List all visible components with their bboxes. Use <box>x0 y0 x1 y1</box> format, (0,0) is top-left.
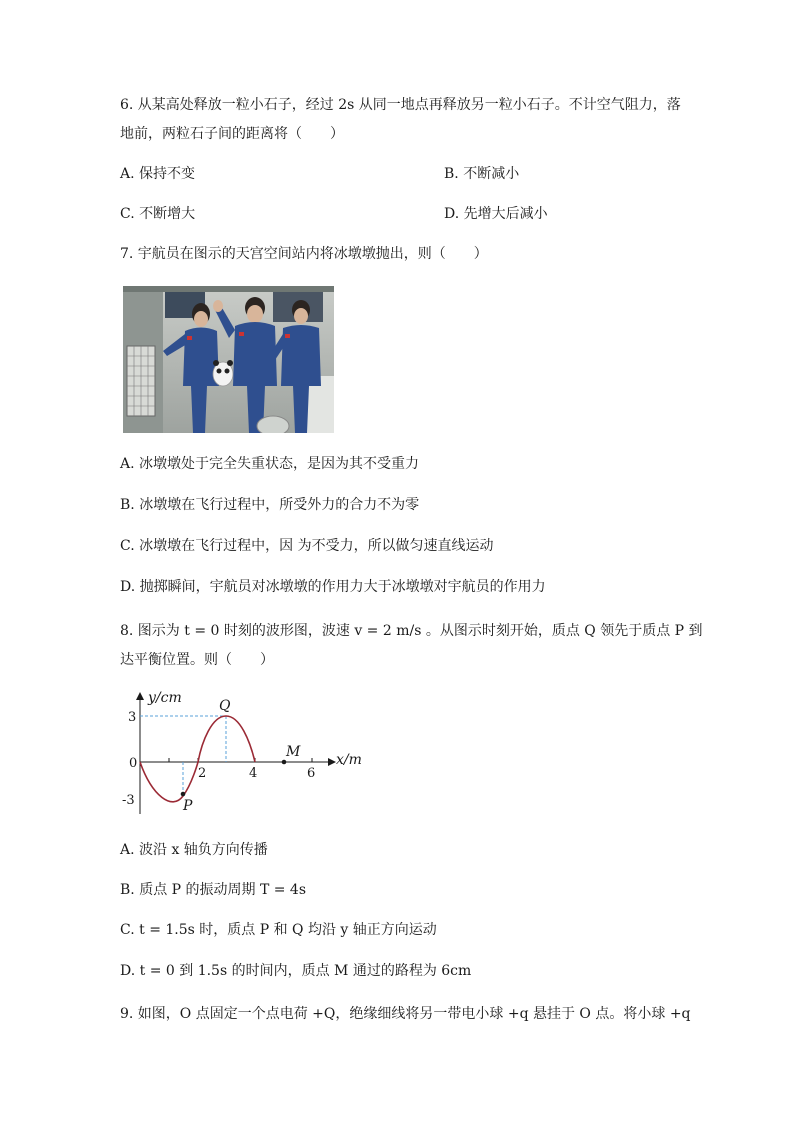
astronauts-image <box>123 286 334 433</box>
q9-stem-line1: 9. 如图，O 点固定一个点电荷 +Q，绝缘细线将另一带电小球 +q 悬挂于 O 点。将小球 +q <box>120 1006 691 1022</box>
y-tick-0: 0 <box>129 756 138 771</box>
q7-option-c: C. 冰墩墩在飞行过程中，因 为不受力，所以做匀速直线运动 <box>120 538 494 554</box>
space-station-photo <box>123 286 334 433</box>
point-p-dot <box>181 792 186 797</box>
x-axis-label: x/m <box>336 752 362 768</box>
y-tick-minus3: -3 <box>122 793 135 808</box>
q6-option-a: A. 保持不变 <box>120 166 196 182</box>
q6-stem-line1: 6. 从某高处释放一粒小石子，经过 2s 从同一地点再释放另一粒小石子。不计空气阻力，落 <box>120 97 681 113</box>
x-tick-6: 6 <box>307 766 316 781</box>
q7-option-d: D. 抛掷瞬间，宇航员对冰墩墩的作用力大于冰墩墩对宇航员的作用力 <box>120 579 546 595</box>
q6-option-b: B. 不断减小 <box>444 166 520 182</box>
wave-graph <box>112 686 372 814</box>
x-tick-2: 2 <box>198 766 207 781</box>
point-m-dot <box>282 760 287 765</box>
q6-stem-line2: 地前，两粒石子间的距离将（ ） <box>120 126 344 142</box>
q8-option-b: B. 质点 P 的振动周期 T = 4s <box>120 882 307 898</box>
q7-option-b: B. 冰墩墩在飞行过程中，所受外力的合力不为零 <box>120 497 420 513</box>
q8-option-c: C. t = 1.5s 时，质点 P 和 Q 均沿 y 轴正方向运动 <box>120 922 437 938</box>
q8-stem-line1: 8. 图示为 t = 0 时刻的波形图，波速 v = 2 m/s 。从图示时刻开始，质点 Q 领先于质点 P 到 <box>120 623 703 639</box>
q7-stem: 7. 宇航员在图示的天宫空间站内将冰墩墩抛出，则（ ） <box>120 246 488 262</box>
q6-option-c: C. 不断增大 <box>120 206 196 222</box>
y-tick-3: 3 <box>128 710 137 725</box>
y-axis-label: y/cm <box>148 690 182 706</box>
point-p-label: P <box>183 798 193 814</box>
q7-option-a: A. 冰墩墩处于完全失重状态，是因为其不受重力 <box>120 456 420 472</box>
q6-option-d: D. 先增大后减小 <box>444 206 548 222</box>
q8-stem-line2: 达平衡位置。则（ ） <box>120 652 274 668</box>
q8-option-a: A. 波沿 x 轴负方向传播 <box>120 842 268 858</box>
point-q-label: Q <box>219 698 231 714</box>
waveform-diagram <box>112 686 372 814</box>
q8-option-d: D. t = 0 到 1.5s 的时间内，质点 M 通过的路程为 6cm <box>120 963 472 979</box>
x-tick-4: 4 <box>249 766 258 781</box>
point-m-label: M <box>286 744 301 760</box>
